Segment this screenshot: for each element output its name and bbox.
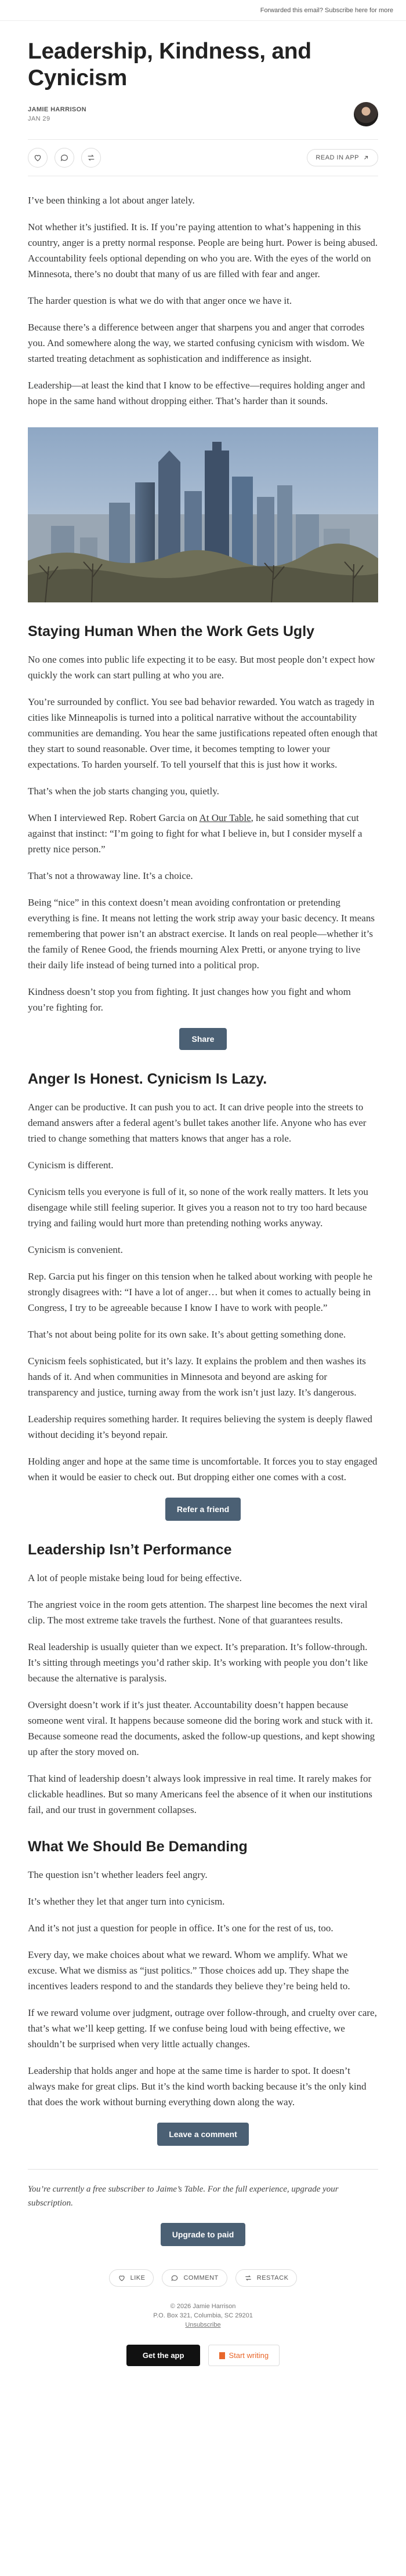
minneapolis-skyline-image — [28, 427, 378, 602]
paragraph: That’s not about being polite for its own sake. It’s about getting something done. — [28, 1329, 346, 1340]
restack-label: RESTACK — [256, 2275, 289, 2281]
action-icons — [28, 148, 101, 168]
paragraph: Kindness doesn’t stop you from fighting. It just changes how you fight and whom you’re fighting for. — [28, 986, 351, 1013]
footer-legal — [28, 2302, 378, 2330]
paragraph: That’s not a throwaway line. It’s a choice. — [28, 870, 193, 881]
paragraph: Leadership—at least the kind that I know to be effective—requires holding anger and hope in the same hand without dropping either. That’s harder than it sounds. — [28, 380, 365, 406]
restack-icon — [244, 2274, 252, 2282]
comment-icon — [171, 2274, 179, 2282]
byline — [28, 106, 86, 122]
paragraph: Rep. Garcia put his finger on this tension when he talked about working with people he strongly disagrees with: “I have a lot of anger… but when it comes to actually being in Congress, I try to be agreeable because I know I have to work with people.” — [28, 1271, 372, 1313]
paragraph: Because there’s a difference between anger that sharpens you and anger that corrodes you. And somewhere along the way, we started confusing cynicism with wisdom. We started treating detachment as sophistication and indifference as insight. — [28, 322, 365, 364]
share-button[interactable]: Share — [179, 1028, 227, 1050]
leave-a-comment-button[interactable]: Leave a comment — [157, 2123, 249, 2146]
substack-logo-icon — [219, 2352, 225, 2359]
skyline-illustration — [28, 427, 378, 602]
get-the-app-button[interactable] — [126, 2345, 201, 2366]
post-date: JAN 29 — [28, 115, 50, 122]
like-label: LIKE — [130, 2275, 146, 2281]
heart-icon — [33, 153, 42, 162]
paragraph: Every day, we make choices about what we reward. Whom we amplify. What we excuse. What we dismiss as “just politics.” Those choices add up. They shape the incentives leaders respond to and the standards they believe they’re being held to. — [28, 1949, 350, 1992]
quote-text-after: , he said something that cut against that instinct: “I’m going to fight for what I believe in, but I consider myself a pretty nice person.” — [28, 812, 362, 855]
heart-icon — [118, 2274, 126, 2282]
section-heading: Anger Is Honest. Cynicism Is Lazy. — [28, 1071, 267, 1087]
paragraph: Leadership that holds anger and hope at the same time is harder to spot. It doesn’t always make for great clips. But it’s the kind worth backing because it’s the only kind that does the work without burning everything down along the way. — [28, 2065, 367, 2108]
paragraph: Real leadership is usually quieter than we expect. It’s preparation. It’s follow-through. It’s sitting through meetings you’d rather skip. It’s working with people you don’t like because the alternative is paralysis. — [28, 1641, 368, 1684]
forwarded-subscribe-link[interactable]: Forwarded this email? Subscribe here for more — [260, 6, 393, 14]
footer-restack-button[interactable] — [235, 2269, 298, 2287]
app-promo-row — [28, 2345, 378, 2366]
paragraph: You’re surrounded by conflict. You see bad behavior rewarded. You watch as tragedy in cities like Minneapolis is turned into a political narrative without the accountability communities are demanding. You hear the same justifications repeated often enough that they start to sound reasonable. Over time, it becomes tempting to lower your expectations. To harden yourself. To tell yourself that this is just how it works. — [28, 696, 378, 770]
paragraph: The question isn’t whether leaders feel angry. — [28, 1869, 208, 1880]
footer-like-button[interactable] — [109, 2269, 154, 2287]
read-in-app-label: READ IN APP — [316, 154, 359, 161]
upgrade-to-paid-button[interactable]: Upgrade to paid — [161, 2223, 246, 2246]
subscription-note: You’re currently a free subscriber to Jaime’s Table. For the full experience, upgrade your subscription. — [28, 2185, 339, 2208]
paragraph: Holding anger and hope at the same time is uncomfortable. It forces you to stay engaged when it would be easier to check out. But dropping either one comes with a cost. — [28, 1456, 378, 1483]
bottom-spacer — [28, 2366, 378, 2389]
paragraph: Cynicism tells you everyone is full of it, so none of the work really matters. It lets you disengage while still feeling superior. It gives you a reason not to try too hard because trying and failing would hurt more than pretending nothing works anyway. — [28, 1186, 368, 1229]
paragraph: Cynicism feels sophisticated, but it’s lazy. It explains the problem and then washes its hands of it. And when communities in Minnesota and beyond are asking for transparency and justice, turning away from the work isn’t just lazy. It’s dangerous. — [28, 1356, 366, 1398]
post-meta — [28, 102, 378, 126]
paragraph: The angriest voice in the room gets attention. The sharpest line becomes the next viral clip. The most extreme take travels the furthest. None of that guarantees results. — [28, 1599, 368, 1626]
at-our-table-link[interactable]: At Our Table — [199, 812, 251, 823]
start-writing-label: Start writing — [229, 2351, 269, 2360]
section-heading: What We Should Be Demanding — [28, 1839, 248, 1855]
paragraph: Being “nice” in this context doesn’t mean avoiding confrontation or pretending everything is fine. It means not letting the work strip away your basic decency. It means remembering that power isn’t an abstract exercise. It lands on real people—whether it’s the family of Renee Good, the friends mourning Alex Pretti, or anyone trying to live their daily life instead of being turned into a political prop. — [28, 897, 375, 971]
get-the-app-label: Get the app — [142, 2351, 184, 2360]
comment-button[interactable] — [55, 148, 74, 168]
start-writing-button[interactable] — [208, 2345, 280, 2366]
read-in-app-button[interactable] — [307, 149, 378, 166]
copyright-text: © 2026 Jamie Harrison — [170, 2303, 236, 2310]
footer-comment-button[interactable] — [162, 2269, 227, 2287]
share-button-row — [28, 1028, 378, 1050]
paragraph: It’s whether they let that anger turn into cynicism. — [28, 1896, 225, 1907]
paragraph: Oversight doesn’t work if it’s just theater. Accountability doesn’t happen because someone went viral. It happens because someone did the boring work and stuck with it. Because someone read the documents, asked the follow-up questions, and kept showing up after the story moved on. — [28, 1699, 375, 1757]
author-name[interactable]: JAMIE HARRISON — [28, 106, 86, 113]
section-heading: Staying Human When the Work Gets Ugly — [28, 623, 315, 640]
post-actions-bar — [28, 139, 378, 176]
post-title: Leadership, Kindness, and Cynicism — [28, 39, 311, 90]
upgrade-button-row — [28, 2223, 378, 2246]
paragraph: And it’s not just a question for people in office. It’s one for the rest of us, too. — [28, 1923, 334, 1934]
paragraph: Cynicism is convenient. — [28, 1244, 123, 1255]
comment-icon — [60, 153, 69, 162]
post-container — [28, 38, 378, 2389]
quote-text-before: When I interviewed Rep. Robert Garcia on — [28, 812, 200, 823]
comment-button-row — [28, 2123, 378, 2146]
paragraph: Cynicism is different. — [28, 1160, 114, 1171]
restack-icon — [86, 153, 96, 162]
like-button[interactable] — [28, 148, 48, 168]
refer-button-row — [28, 1498, 378, 1521]
article-body — [28, 192, 378, 409]
paragraph: I’ve been thinking a lot about anger lately. — [28, 195, 195, 206]
paragraph: If we reward volume over judgment, outrage over follow-through, and cruelty over care, that’s what we’ll keep getting. If we confuse being loud with being effective, we shouldn’t be surprised when very little actually changes. — [28, 2007, 377, 2050]
paragraph: Not whether it’s justified. It is. If you’re paying attention to what’s happening in this country, anger is a pretty normal response. People are being hurt. Power is being abused. Accountability feels optional depending on who you are. With the eyes of the world on Minnesota, there’s no doubt that many of us are filled with fear and anger. — [28, 221, 378, 279]
paragraph: The harder question is what we do with that anger once we have it. — [28, 295, 292, 306]
paragraph: That kind of leadership doesn’t always look impressive in real time. It rarely makes for clickable headlines. But so many Americans feel the absence of it when our institutions fail, and our trust in government collapses. — [28, 1773, 372, 1815]
divider — [28, 2169, 378, 2170]
paragraph: Anger can be productive. It can push you to act. It can drive people into the streets to demand answers after a federal agent’s bullet takes another life. Anyone who has ever tried to change something that matters knows that anger has a role. — [28, 1102, 367, 1144]
paragraph: Leadership requires something harder. It requires believing the system is deeply flawed without deciding it’s beyond repair. — [28, 1414, 372, 1440]
top-bar — [0, 0, 406, 21]
paragraph: That’s when the job starts changing you, quietly. — [28, 786, 219, 797]
paragraph: A lot of people mistake being loud for being effective. — [28, 1572, 242, 1583]
paragraph: No one comes into public life expecting it to be easy. But most people don’t expect how quickly the work can start pulling at who you are. — [28, 654, 375, 681]
author-avatar[interactable] — [354, 102, 378, 126]
comment-label: COMMENT — [183, 2275, 219, 2281]
quote-paragraph — [28, 810, 378, 857]
engagement-bar — [28, 2269, 378, 2287]
external-arrow-icon — [362, 154, 369, 161]
mailing-address: P.O. Box 321, Columbia, SC 29201 — [153, 2312, 253, 2319]
unsubscribe-link[interactable]: Unsubscribe — [185, 2321, 221, 2328]
refer-a-friend-button[interactable]: Refer a friend — [165, 1498, 241, 1521]
section-heading: Leadership Isn’t Performance — [28, 1542, 232, 1558]
restack-button[interactable] — [81, 148, 101, 168]
